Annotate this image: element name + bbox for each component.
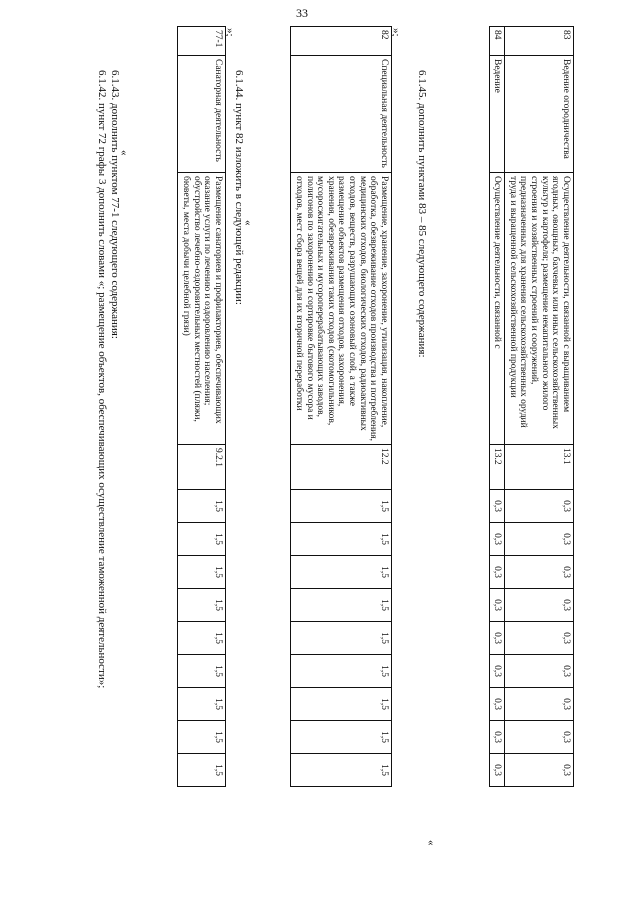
open-quote: « bbox=[242, 220, 254, 226]
row-number: 83 bbox=[505, 27, 574, 56]
value-cell: 1,5 bbox=[291, 523, 392, 556]
activity-name: Ведение bbox=[489, 56, 505, 173]
activity-description: Размещение санаториев и профилакториев, обеспечивающих оказание услуги по лечению и оздоровлению населения; обустройство лечебно-оздоровительных местностей (пляжи, бюветы, места добычи целебной грязи) bbox=[178, 173, 226, 445]
open-quote: « bbox=[118, 150, 130, 156]
open-quote: « bbox=[425, 840, 437, 846]
value-cell: 1,5 bbox=[178, 655, 226, 688]
paragraph-6-1-44: 6.1.44. пункт 82 изложить в следующей редакции: bbox=[233, 70, 245, 305]
value-cell: 0,3 bbox=[489, 754, 505, 787]
value-cell: 0,3 bbox=[505, 490, 574, 523]
value-cell: 1,5 bbox=[291, 622, 392, 655]
value-cell: 1,5 bbox=[291, 754, 392, 787]
table-row bbox=[291, 27, 392, 787]
value-cell: 1,5 bbox=[178, 721, 226, 754]
table-row bbox=[178, 27, 226, 787]
table-row bbox=[505, 27, 574, 787]
value-cell: 1,5 bbox=[291, 490, 392, 523]
activity-code: 12.2 bbox=[291, 445, 392, 490]
value-cell: 1,5 bbox=[178, 556, 226, 589]
activity-name: Специальная деятельность bbox=[291, 56, 392, 173]
value-cell: 1,5 bbox=[291, 688, 392, 721]
value-cell: 0,3 bbox=[505, 589, 574, 622]
value-cell: 0,3 bbox=[489, 556, 505, 589]
row-number: 77-1 bbox=[178, 27, 226, 56]
value-cell: 0,3 bbox=[505, 754, 574, 787]
value-cell: 1,5 bbox=[178, 523, 226, 556]
value-cell: 1,5 bbox=[291, 655, 392, 688]
page-number: 33 bbox=[296, 6, 308, 20]
value-cell: 1,5 bbox=[291, 556, 392, 589]
value-cell: 1,5 bbox=[291, 721, 392, 754]
value-cell: 0,3 bbox=[505, 655, 574, 688]
value-cell: 0,3 bbox=[489, 688, 505, 721]
activity-name: Ведение огородничества bbox=[505, 56, 574, 173]
activity-code: 13.1 bbox=[505, 445, 574, 490]
value-cell: 1,5 bbox=[291, 589, 392, 622]
value-cell: 0,3 bbox=[489, 523, 505, 556]
activity-name: Санаторная деятельность bbox=[178, 56, 226, 173]
paragraph-6-1-45: 6.1.45. дополнить пунктами 83 – 85 следующего содержания: bbox=[416, 70, 428, 358]
value-cell: 1,5 bbox=[178, 589, 226, 622]
value-cell: 0,3 bbox=[489, 490, 505, 523]
table-row bbox=[489, 27, 505, 787]
value-cell: 0,3 bbox=[505, 556, 574, 589]
activity-code: 9.2.1 bbox=[178, 445, 226, 490]
table-82 bbox=[290, 26, 392, 787]
value-cell: 1,5 bbox=[178, 754, 226, 787]
value-cell: 0,3 bbox=[505, 721, 574, 754]
close-quote: »; bbox=[390, 28, 402, 37]
activity-description: Осуществление деятельности, связанной с bbox=[489, 173, 505, 445]
activity-description: Осуществление деятельности, связанной с выращиванием ягодных, овощных, бахчевых или иных сельскохозяйственных культур и картофеля; размещение некапитального жилого строения и хозяйственных строений и сооружений, предназначенных для хранения сельскохозяйственных орудий труда и выращенной сельскохозяйственной продукции bbox=[505, 173, 574, 445]
value-cell: 0,3 bbox=[505, 688, 574, 721]
value-cell: 0,3 bbox=[489, 622, 505, 655]
value-cell: 0,3 bbox=[489, 721, 505, 754]
table-77-1 bbox=[178, 26, 227, 787]
value-cell: 0,3 bbox=[505, 622, 574, 655]
value-cell: 0,3 bbox=[489, 655, 505, 688]
paragraph-6-1-43: 6.1.43. дополнить пунктом 77-1 следующего содержания: bbox=[109, 70, 121, 339]
paragraph-6-1-42: 6.1.42. пункт 72 графы 3 дополнить словами «; размещение объектов, обеспечивающих осуществление таможенной деятельности»; bbox=[96, 70, 108, 689]
value-cell: 0,3 bbox=[489, 589, 505, 622]
activity-description: Размещение, хранение, захоронение, утилизация, накопление, обработка, обезвреживание отходов производства и потребления, медицинских отходов, биологических отходов, радиоактивных отходов, веществ, разрушающих озоновый слой, а также размещение объектов размещения отходов, захоронения, хранения, обезвреживания таких отходов (скотомогильников, мусоросжигательных и мусороперерабатывающих заводов, полигонов по захоронению и сортировке бытового мусора и отходов, мест сбора вещей для их вторичной переработки bbox=[291, 173, 392, 445]
value-cell: 1,5 bbox=[178, 490, 226, 523]
row-number: 82 bbox=[291, 27, 392, 56]
value-cell: 0,3 bbox=[505, 523, 574, 556]
value-cell: 1,5 bbox=[178, 622, 226, 655]
value-cell: 1,5 bbox=[178, 688, 226, 721]
row-number: 84 bbox=[489, 27, 505, 56]
activity-code: 13.2 bbox=[489, 445, 505, 490]
table-83-85 bbox=[489, 26, 574, 787]
close-quote: »; bbox=[224, 28, 236, 37]
